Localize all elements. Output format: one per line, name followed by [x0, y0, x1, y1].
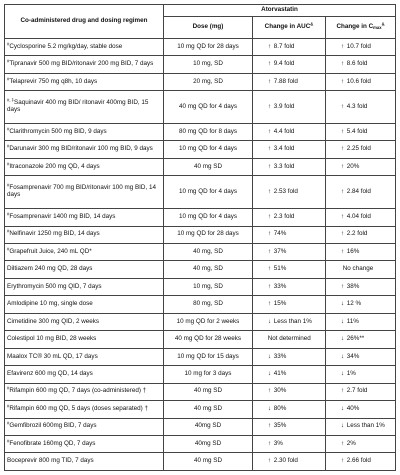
auc-value: 7.88 fold [273, 77, 298, 85]
cmax-cell [326, 73, 396, 90]
cmax-arrow-icon: ↑ [340, 282, 345, 290]
auc-cell [253, 226, 326, 243]
table-row [5, 39, 396, 56]
auc-value: 2.53 fold [273, 187, 298, 195]
dose-cell: 20 mg, SD [164, 73, 253, 90]
cmax-cell [326, 313, 396, 330]
drug-cell [5, 418, 164, 435]
dose-cell: 10 mg QD for 4 days [164, 209, 253, 226]
dose-cell: 10 mg QD for 4 days [164, 141, 253, 158]
table-row [5, 176, 396, 209]
cmax-arrow-icon: ↑ [340, 162, 345, 170]
table-row [5, 435, 396, 452]
cmax-value: 38% [346, 282, 360, 290]
drug-interaction-table [4, 4, 396, 471]
table-body [5, 39, 396, 471]
cmax-value: 5.4 fold [346, 127, 368, 135]
header-cmax-sub: max [373, 25, 382, 31]
dose-cell: 80 mg, SD [164, 296, 253, 313]
auc-value: 80% [273, 404, 287, 412]
cmax-value: No change [342, 265, 374, 273]
cmax-value: 10.7 fold [346, 42, 371, 50]
auc-value: 41% [273, 369, 287, 377]
auc-cell [253, 453, 326, 471]
auc-arrow-icon: ↑ [267, 300, 272, 308]
drug-text: Gemfibrozil 600mg BID, 7 days [9, 422, 97, 430]
auc-value: 30% [273, 387, 287, 395]
cmax-cell [326, 124, 396, 141]
drug-cell [5, 176, 164, 209]
cmax-value: 8.6 fold [346, 60, 368, 68]
table-row [5, 243, 396, 260]
cmax-cell [326, 158, 396, 175]
drug-text: Rifampin 600 mg QD, 7 days (co-administered) † [9, 387, 147, 395]
auc-arrow-icon: ↑ [267, 265, 272, 273]
table-row [5, 91, 396, 124]
drug-text: Amlodipine 10 mg, single dose [7, 300, 93, 308]
auc-arrow-icon: ↓ [267, 369, 272, 377]
dose-cell: 10 mg for 3 days [164, 366, 253, 383]
auc-arrow-icon: ↑ [267, 439, 272, 447]
cmax-arrow-icon: ↑ [340, 212, 345, 220]
auc-value: 35% [273, 422, 287, 430]
auc-value: Not determined [267, 335, 311, 343]
cmax-cell [326, 91, 396, 124]
header-auc-label: Change in AUC [264, 23, 311, 31]
auc-value: 37% [273, 247, 287, 255]
dose-cell: 40 mg QD for 4 days [164, 91, 253, 124]
table-row [5, 209, 396, 226]
cmax-arrow-icon: ↓ [340, 422, 345, 430]
table-row [5, 158, 396, 175]
auc-value: 74% [273, 230, 287, 238]
drug-text: Tipranavir 500 mg BID/ritonavir 200 mg BID, 7 days [9, 60, 154, 68]
dose-cell: 40 mg, SD [164, 261, 253, 278]
auc-cell [253, 313, 326, 330]
cmax-value: 4.3 fold [346, 102, 368, 110]
cmax-arrow-icon: ↑ [340, 457, 345, 465]
cmax-value: 2.84 fold [346, 187, 371, 195]
drug-text: Maalox TC® 30 mL QD, 17 days [7, 352, 98, 360]
cmax-cell [326, 278, 396, 295]
drug-text: Efavirenz 600 mg QD, 14 days [7, 369, 93, 377]
footnote-mark: # [7, 228, 10, 234]
auc-cell [253, 366, 326, 383]
drug-text: Rifampin 600 mg QD, 5 days (doses separated) † [9, 404, 148, 412]
cmax-arrow-icon: ↑ [340, 247, 345, 255]
table-row [5, 331, 396, 348]
drug-cell [5, 261, 164, 278]
drug-text: Cimetidine 300 mg QID, 2 weeks [7, 317, 100, 325]
cmax-arrow-icon: ↓ [340, 404, 345, 412]
table-row [5, 366, 396, 383]
footnote-mark: # [7, 403, 10, 409]
table-header [5, 5, 396, 39]
cmax-arrow-icon: ↑ [340, 127, 345, 135]
drug-cell [5, 91, 164, 124]
auc-arrow-icon: ↑ [267, 282, 272, 290]
drug-cell [5, 158, 164, 175]
auc-cell [253, 158, 326, 175]
auc-cell [253, 124, 326, 141]
footnote-mark: # [7, 385, 10, 391]
drug-cell [5, 209, 164, 226]
cmax-value: 2.2 fold [346, 230, 368, 238]
footnote-mark: # [7, 420, 10, 426]
cmax-value: 2.25 fold [346, 145, 371, 153]
drug-text: Fenofibrate 160mg QD, 7 days [9, 439, 96, 447]
drug-text: Cyclosporine 5.2 mg/kg/day, stable dose [9, 42, 123, 50]
cmax-cell [326, 383, 396, 400]
drug-cell [5, 39, 164, 56]
drug-cell [5, 401, 164, 418]
auc-value: 3.3 fold [273, 162, 295, 170]
cmax-value: 26%** [346, 335, 365, 343]
dose-cell: 40 mg SD [164, 453, 253, 471]
cmax-value: 16% [346, 247, 360, 255]
auc-value: 51% [273, 265, 287, 273]
dose-cell: 40 mg QD for 28 weeks [164, 331, 253, 348]
auc-cell [253, 331, 326, 348]
dose-cell: 10 mg QD for 4 days [164, 176, 253, 209]
auc-value: 2.3 fold [273, 212, 295, 220]
dose-cell: 40 mg SD [164, 401, 253, 418]
footnote-mark: # [7, 76, 10, 82]
cmax-cell [326, 39, 396, 56]
auc-value: 9.4 fold [273, 60, 295, 68]
auc-arrow-icon: ↑ [267, 42, 272, 50]
cmax-arrow-icon: ↑ [340, 387, 345, 395]
cmax-value: Less than 1% [346, 422, 385, 430]
cmax-value: 34% [346, 352, 360, 360]
cmax-cell [326, 331, 396, 348]
auc-cell [253, 243, 326, 260]
cmax-value: 2% [346, 439, 356, 447]
table-row [5, 453, 396, 471]
header-cmax [326, 17, 396, 39]
auc-value: 3% [273, 439, 283, 447]
dose-cell: 10 mg QD for 2 weeks [164, 313, 253, 330]
auc-arrow-icon: ↑ [267, 162, 272, 170]
footnote-mark: # [7, 126, 10, 132]
dose-cell: 40mg SD [164, 435, 253, 452]
auc-arrow-icon: ↓ [267, 352, 272, 360]
header-auc [253, 17, 326, 39]
auc-cell [253, 39, 326, 56]
auc-cell [253, 278, 326, 295]
auc-arrow-icon: ↑ [267, 422, 272, 430]
drug-cell [5, 435, 164, 452]
auc-cell [253, 176, 326, 209]
footnote-mark: # [7, 211, 10, 217]
auc-arrow-icon: ↑ [267, 387, 272, 395]
header-cmax-label: Change in C [336, 23, 374, 31]
auc-arrow-icon: ↑ [267, 102, 272, 110]
table-row [5, 56, 396, 73]
cmax-arrow-icon: ↑ [340, 102, 345, 110]
header-dose: Dose (mg) [164, 17, 253, 39]
table-row [5, 261, 396, 278]
cmax-cell [326, 243, 396, 260]
drug-cell [5, 141, 164, 158]
auc-cell [253, 261, 326, 278]
table-row [5, 278, 396, 295]
drug-text: Nelfinavir 1250 mg BID, 14 days [9, 230, 100, 238]
auc-cell [253, 91, 326, 124]
auc-cell [253, 73, 326, 90]
drug-cell [5, 313, 164, 330]
footnote-mark: # [7, 143, 10, 149]
auc-value: 8.7 fold [273, 42, 295, 50]
cmax-value: 2.7 fold [346, 387, 368, 395]
dose-cell: 10 mg QD for 28 days [164, 226, 253, 243]
footnote-mark: # [7, 58, 10, 64]
cmax-cell [326, 226, 396, 243]
auc-cell [253, 418, 326, 435]
cmax-cell [326, 261, 396, 278]
footnote-mark: # [7, 182, 10, 188]
auc-arrow-icon: ↑ [267, 77, 272, 85]
cmax-value: 11% [346, 317, 359, 325]
cmax-arrow-icon: ↑ [340, 60, 345, 68]
drug-cell [5, 366, 164, 383]
footnote-mark: # [7, 246, 10, 252]
auc-cell [253, 296, 326, 313]
footnote-mark: #, ‡ [7, 97, 14, 103]
drug-text: Fosamprenavir 700 mg BID/ritonavir 100 mg BID, 14 days [7, 184, 156, 199]
cmax-cell [326, 348, 396, 365]
auc-cell [253, 141, 326, 158]
cmax-cell [326, 366, 396, 383]
drug-text: Erythromycin 500 mg QID, 7 days [7, 282, 102, 290]
header-drug-regimen: Co-administered drug and dosing regimen [5, 5, 164, 39]
auc-cell [253, 383, 326, 400]
cmax-cell [326, 176, 396, 209]
cmax-arrow-icon: ↓ [340, 352, 345, 360]
cmax-cell [326, 453, 396, 471]
auc-arrow-icon: ↓ [267, 317, 272, 325]
auc-arrow-icon: ↑ [267, 212, 272, 220]
drug-text: Clarithromycin 500 mg BID, 9 days [9, 127, 107, 135]
cmax-value: 20% [346, 162, 360, 170]
drug-text: Grapefruit Juice, 240 mL QD* [9, 247, 92, 255]
cmax-arrow-icon: ↑ [340, 42, 345, 50]
auc-value: 3.4 fold [273, 145, 295, 153]
table-row [5, 296, 396, 313]
cmax-arrow-icon: ↑ [340, 77, 345, 85]
drug-cell [5, 383, 164, 400]
cmax-cell [326, 435, 396, 452]
drug-text: Darunavir 300 mg BID/ritonavir 100 mg BID, 9 days [9, 145, 153, 153]
dose-cell: 40 mg SD [164, 158, 253, 175]
auc-value: 33% [273, 352, 287, 360]
drug-cell [5, 331, 164, 348]
cmax-value: 10.6 fold [346, 77, 371, 85]
drug-cell [5, 278, 164, 295]
table-row [5, 348, 396, 365]
cmax-cell [326, 209, 396, 226]
dose-cell: 10 mg QD for 28 days [164, 39, 253, 56]
cmax-arrow-icon: ↑ [340, 187, 345, 195]
table-row [5, 401, 396, 418]
auc-value: 33% [273, 282, 287, 290]
auc-value: 4.4 fold [273, 127, 295, 135]
table-row [5, 141, 396, 158]
auc-value: 2.30 fold [273, 457, 298, 465]
dose-cell: 80 mg QD for 8 days [164, 124, 253, 141]
auc-cell [253, 209, 326, 226]
footnote-mark: # [7, 438, 10, 444]
auc-arrow-icon: ↑ [267, 247, 272, 255]
cmax-cell [326, 296, 396, 313]
cmax-value: 4.04 fold [346, 212, 371, 220]
drug-text: Fosamprenavir 1400 mg BID, 14 days [9, 212, 116, 220]
auc-value: Less than 1% [273, 317, 312, 325]
auc-arrow-icon: ↑ [267, 127, 272, 135]
cmax-arrow-icon: ↓ [340, 335, 345, 343]
cmax-value: 12 % [346, 300, 362, 308]
auc-cell [253, 348, 326, 365]
drug-cell [5, 296, 164, 313]
cmax-value: 40% [346, 404, 360, 412]
cmax-arrow-icon: ↑ [340, 145, 345, 153]
drug-cell [5, 56, 164, 73]
cmax-cell [326, 401, 396, 418]
drug-cell [5, 226, 164, 243]
cmax-value: 1% [346, 369, 356, 377]
cmax-arrow-icon: ↓ [340, 300, 345, 308]
footnote-mark: # [7, 161, 10, 167]
dose-cell: 10 mg, SD [164, 278, 253, 295]
drug-cell [5, 243, 164, 260]
auc-arrow-icon: ↑ [267, 230, 272, 238]
drug-cell [5, 453, 164, 471]
drug-text: Boceprevir 800 mg TID, 7 days [7, 457, 94, 465]
table-row [5, 73, 396, 90]
auc-cell [253, 56, 326, 73]
cmax-arrow-icon: ↑ [340, 439, 345, 447]
table-row [5, 418, 396, 435]
drug-cell [5, 124, 164, 141]
footnote-mark: # [7, 41, 10, 47]
auc-cell [253, 401, 326, 418]
header-cmax-sup: & [381, 21, 385, 27]
drug-text: Saquinavir 400 mg BID/ ritonavir 400mg BID, 15 days [7, 99, 149, 114]
cmax-cell [326, 141, 396, 158]
auc-cell [253, 435, 326, 452]
dose-cell: 40 mg SD [164, 383, 253, 400]
auc-arrow-icon: ↑ [267, 60, 272, 68]
drug-text: Telaprevir 750 mg q8h, 10 days [9, 77, 98, 85]
header-atorvastatin: Atorvastatin [164, 5, 396, 17]
table-row [5, 313, 396, 330]
auc-arrow-icon: ↑ [267, 145, 272, 153]
drug-text: Itraconazole 200 mg QD, 4 days [9, 162, 100, 170]
cmax-cell [326, 418, 396, 435]
auc-value: 15% [273, 300, 287, 308]
drug-cell [5, 348, 164, 365]
dose-cell: 40 mg, SD [164, 243, 253, 260]
table-row [5, 124, 396, 141]
cmax-cell [326, 56, 396, 73]
auc-arrow-icon: ↑ [267, 187, 272, 195]
drug-text: Diltiazem 240 mg QD, 28 days [7, 265, 93, 273]
cmax-arrow-icon: ↓ [340, 317, 345, 325]
cmax-arrow-icon: ↓ [340, 369, 345, 377]
cmax-arrow-icon: ↑ [340, 230, 345, 238]
table-row [5, 383, 396, 400]
header-auc-sup: & [310, 21, 314, 27]
dose-cell: 10 mg QD for 15 days [164, 348, 253, 365]
table-row [5, 226, 396, 243]
auc-arrow-icon: ↑ [267, 457, 272, 465]
auc-arrow-icon: ↓ [267, 404, 272, 412]
auc-value: 3.9 fold [273, 102, 295, 110]
drug-cell [5, 73, 164, 90]
dose-cell: 40mg SD [164, 418, 253, 435]
drug-text: Colestipol 10 mg BID, 28 weeks [7, 335, 97, 343]
dose-cell: 10 mg, SD [164, 56, 253, 73]
cmax-value: 2.66 fold [346, 457, 371, 465]
